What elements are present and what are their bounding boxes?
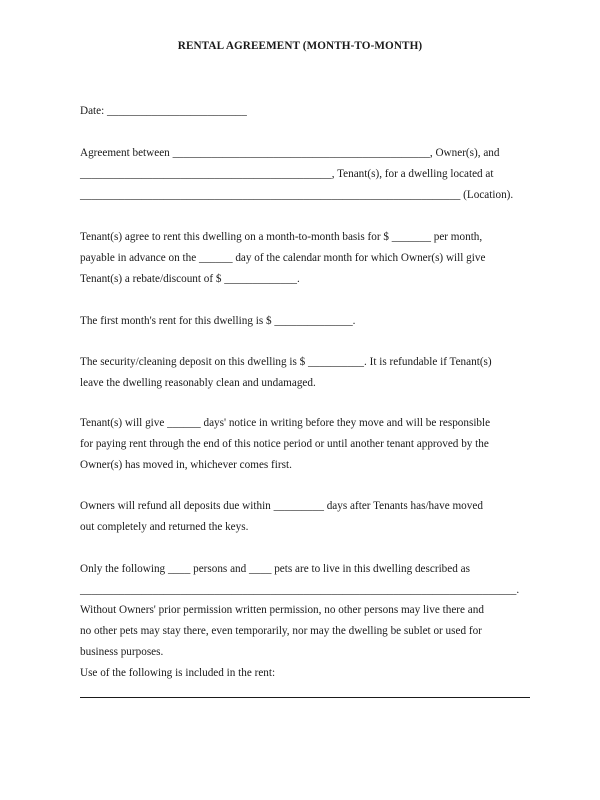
deposit-line-2: leave the dwelling reasonably clean and undamaged. bbox=[80, 377, 316, 389]
document-title: RENTAL AGREEMENT (MONTH-TO-MONTH) bbox=[177, 40, 423, 52]
rent-terms-line-2: payable in advance on the ______ day of the calendar month for which Owner(s) will give bbox=[80, 252, 486, 264]
rent-terms-line-3: Tenant(s) a rebate/discount of $ _____________. bbox=[80, 273, 300, 285]
occupants-line-1: Only the following ____ persons and ____ pets are to live in this dwelling described as bbox=[80, 563, 470, 575]
included-items-line: Use of the following is included in the rent: bbox=[80, 667, 276, 679]
tenants-line: _____________________________________________, Tenant(s), for a dwelling located at bbox=[80, 168, 494, 180]
rent-terms-line-1: Tenant(s) agree to rent this dwelling on a month-to-month basis for $ _______ per month, bbox=[80, 231, 483, 243]
date-line: Date: _________________________ bbox=[80, 105, 247, 117]
permission-line-3: business purposes. bbox=[80, 646, 164, 658]
notice-line-3: Owner(s) has moved in, whichever comes first. bbox=[80, 459, 292, 471]
refund-line-2: out completely and returned the keys. bbox=[80, 521, 249, 533]
refund-line-1: Owners will refund all deposits due within _________ days after Tenants has/have moved bbox=[80, 500, 483, 512]
included-items-blank-rule bbox=[80, 697, 530, 698]
location-line: ____________________________________________________________________ (Location). bbox=[80, 189, 514, 201]
notice-line-1: Tenant(s) will give ______ days' notice in writing before they move and will be responsible bbox=[80, 417, 491, 429]
deposit-line-1: The security/cleaning deposit on this dwelling is $ __________. It is refundable if Tenant(s) bbox=[80, 356, 492, 368]
agreement-between-line: Agreement between ______________________________________________, Owner(s), and bbox=[80, 147, 500, 159]
permission-line-1: Without Owners' prior permission written permission, no other persons may live there and bbox=[80, 604, 484, 616]
permission-line-2: no other pets may stay there, even temporarily, nor may the dwelling be sublet or used for bbox=[80, 625, 482, 637]
occupants-line-2: ______________________________________________________________________________. bbox=[80, 584, 520, 596]
first-month-rent-line: The first month's rent for this dwelling is $ ______________. bbox=[80, 315, 356, 327]
notice-line-2: for paying rent through the end of this notice period or until another tenant approved by the bbox=[80, 438, 489, 450]
